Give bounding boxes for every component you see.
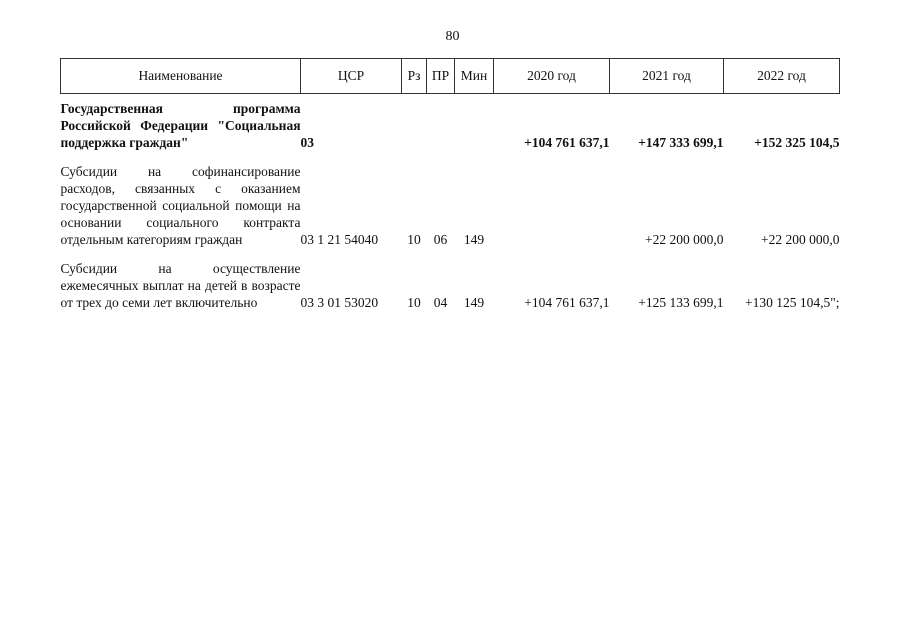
row-rz: [402, 100, 427, 151]
row-min: [455, 100, 494, 151]
row-2022: +22 200 000,0: [761, 232, 840, 247]
row-2020: +104 761 637,1: [524, 135, 610, 150]
header-csr: ЦСР: [301, 59, 402, 94]
row-csr: 03 1 21 54040: [300, 232, 379, 247]
row-pr: [427, 100, 455, 151]
budget-table: [60, 58, 840, 311]
row-min: 149: [463, 232, 485, 247]
header-2021: 2021 год: [610, 59, 724, 94]
header-2022: 2022 год: [724, 59, 840, 94]
row-2021: +147 333 699,1: [638, 135, 724, 150]
row-min: 149: [463, 295, 485, 310]
row-name: Государственная программа Российской Федерации "Социальная поддержка граждан": [60, 101, 301, 150]
row-pr: 06: [433, 232, 448, 247]
row-rz: 10: [407, 295, 421, 310]
row-pr: 04: [433, 295, 448, 310]
row-csr: 03 3 01 53020: [300, 295, 379, 310]
table-row: [61, 100, 840, 151]
row-csr: 03: [300, 135, 314, 150]
row-2020: +104 761 637,1: [524, 295, 610, 310]
header-2020: 2020 год: [494, 59, 610, 94]
header-rz: Рз: [402, 59, 427, 94]
row-rz: 10: [407, 232, 421, 247]
row-2022: +152 325 104,5: [754, 135, 840, 150]
table-header-row: [61, 59, 840, 94]
header-min: Мин: [455, 59, 494, 94]
row-2021: +125 133 699,1: [638, 295, 724, 310]
row-2022: +130 125 104,5";: [745, 295, 840, 310]
header-pr: ПР: [427, 59, 455, 94]
header-name: Наименование: [61, 59, 301, 94]
row-name: Субсидии на осуществление ежемесячных выплат на детей в возрасте от трех до семи лет включительно: [60, 261, 301, 310]
row-name: Субсидии на софинансирование расходов, связанных с оказанием государственной социальной помощи на основании социального контракта отдельным категориям граждан: [60, 164, 301, 247]
row-2020: [494, 163, 610, 248]
table-row: [61, 163, 840, 248]
page-number: 80: [445, 29, 460, 44]
row-2021: +22 200 000,0: [645, 232, 724, 247]
table-row: [61, 260, 840, 311]
